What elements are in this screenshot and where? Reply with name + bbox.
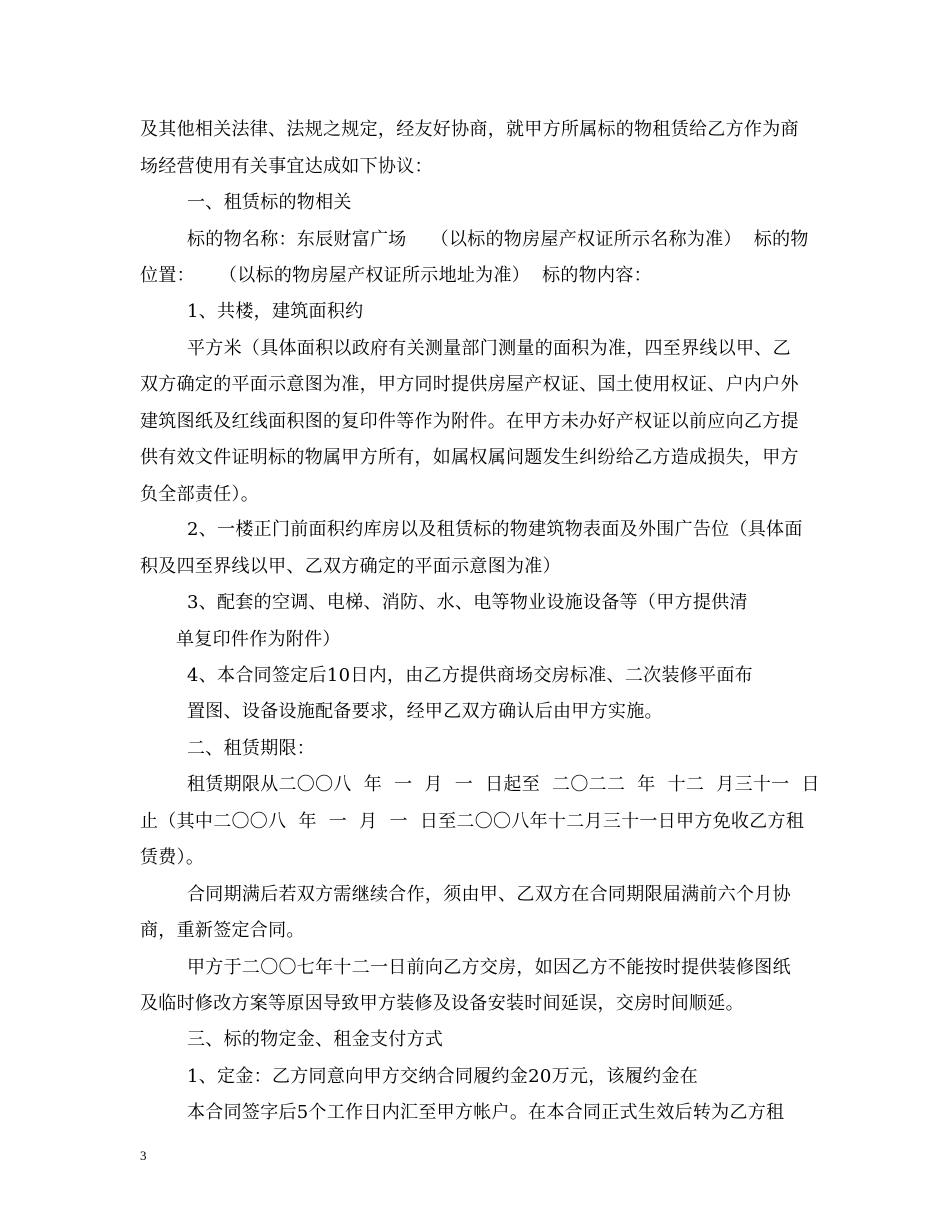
body-line: 置图、设备设施配备要求，经甲乙双方确认后由甲方实施。	[187, 701, 663, 722]
body-line: 甲方于二〇〇七年十二一日前向乙方交房，如因乙方不能按时提供装修图纸	[187, 957, 791, 978]
section-heading: 一、租赁标的物相关	[187, 192, 352, 213]
body-line: 供有效文件证明标的物属甲方所有，如属权属问题发生纠纷给乙方造成损失，甲方	[140, 447, 799, 468]
body-line: 及其他相关法律、法规之规定，经友好协商，就甲方所属标的物租赁给乙方作为商	[140, 119, 799, 140]
body-line: 位置： （以标的物房屋产权证所示地址为准） 标的物内容：	[140, 265, 652, 286]
body-line: 1、定金：乙方同意向甲方交纳合同履约金20万元，该履约金在	[187, 1066, 699, 1087]
body-line: 本合同签字后5个工作日内汇至甲方帐户。在本合同正式生效后转为乙方租	[187, 1102, 785, 1123]
body-line: 4、本合同签定后10日内，由乙方提供商场交房标准、二次装修平面布	[187, 665, 753, 686]
body-line: 单复印件作为附件）	[176, 629, 341, 650]
body-line: 合同期满后若双方需继续合作，须由甲、乙双方在合同期限届满前六个月协	[187, 884, 791, 905]
body-line: 2、一楼正门前面积约库房以及租赁标的物建筑物表面及外围广告位（具体面	[187, 519, 803, 540]
section-heading: 二、租赁期限：	[187, 738, 316, 759]
body-line: 双方确定的平面示意图为准，甲方同时提供房屋产权证、国土使用权证、户内户外	[140, 374, 799, 395]
body-line: 赁费）。	[140, 847, 205, 868]
body-line: 止（其中二〇〇八 年 一 月 一 日至二〇〇八年十二月三十一日甲方免收乙方租	[140, 811, 805, 832]
body-line: 3、配套的空调、电梯、消防、水、电等物业设施设备等（甲方提供清	[187, 592, 748, 613]
body-line: 租赁期限从二〇〇八 年 一 月 一 日起至 二〇二二 年 十二 月三十一 日	[187, 774, 820, 795]
body-line: 负全部责任）。	[140, 484, 260, 505]
body-line: 积及四至界线以甲、乙双方确定的平面示意图为准）	[140, 556, 561, 577]
body-line: 1、共楼，建筑面积约	[187, 301, 364, 322]
body-line: 场经营使用有关事宜达成如下协议：	[140, 156, 433, 177]
section-heading: 三、标的物定金、租金支付方式	[187, 1029, 444, 1050]
body-line: 及临时修改方案等原因导致甲方装修及设备安装时间延误，交房时间顺延。	[140, 993, 744, 1014]
page-number: 3	[140, 1148, 147, 1163]
body-line: 商，重新签定合同。	[140, 920, 305, 941]
body-line: 建筑图纸及红线面积图的复印件等作为附件。在甲方未办好产权证以前应向乙方提	[140, 411, 799, 432]
body-line: 标的物名称：东辰财富广场 （以标的物房屋产权证所示名称为准） 标的物	[187, 229, 809, 250]
body-line: 平方米（具体面积以政府有关测量部门测量的面积为准，四至界线以甲、乙	[187, 338, 791, 359]
